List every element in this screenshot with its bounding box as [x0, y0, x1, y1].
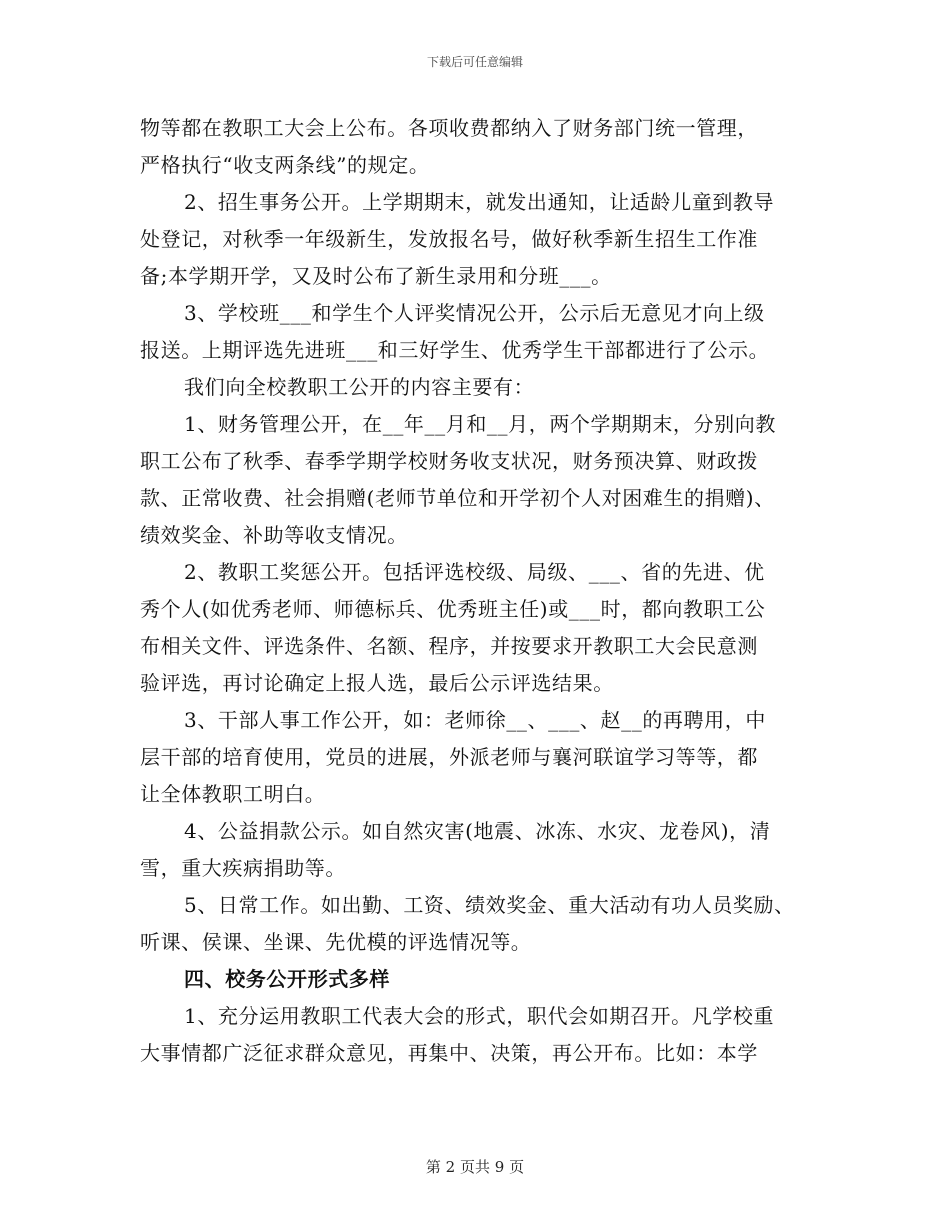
- text-line: 让全体教职工明白。: [140, 782, 326, 806]
- text-line: 2、教职工奖惩公开。包括评选校级、局级、___、省的先进、优: [184, 560, 765, 584]
- text-line: 雪，重大疾病捐助等。: [140, 856, 346, 880]
- text-line: 1、充分运用教职工代表大会的形式，职代会如期召开。凡学校重: [184, 1004, 775, 1028]
- document-body: [140, 110, 810, 1072]
- text-line: 报送。上期评选先进班___和三好学生、优秀学生干部都进行了公示。: [140, 338, 770, 362]
- page-header: 下载后可任意编辑: [426, 55, 523, 69]
- text-line: 绩效奖金、补助等收支情况。: [140, 523, 408, 547]
- text-line: 1、财务管理公开，在__年__月和__月，两个学期期末，分别向教: [184, 412, 776, 436]
- section-heading: 四、校务公开形式多样: [184, 967, 390, 991]
- text-line: 备;本学期开学，又及时公布了新生录用和分班___。: [140, 264, 612, 288]
- text-line: 3、干部人事工作公开，如：老师徐__、___、赵__的再聘用，中: [184, 708, 766, 732]
- text-line: 处登记，对秋季一年级新生，发放报名号，做好秋季新生招生工作准: [140, 227, 758, 251]
- text-line: 我们向全校教职工公开的内容主要有：: [184, 375, 535, 399]
- text-line: 职工公布了秋季、春季学期学校财务收支状况，财务预决算、财政拨: [140, 449, 758, 473]
- page-footer: 第 2 页共 9 页: [425, 1158, 525, 1176]
- text-line: 4、公益捐款公示。如自然灾害(地震、冰冻、水灾、龙卷风)，清: [184, 819, 771, 843]
- text-line: 大事情都广泛征求群众意见，再集中、决策，再公开布。比如：本学: [140, 1041, 758, 1065]
- text-line: 听课、侯课、坐课、先优模的评选情况等。: [140, 930, 532, 954]
- text-line: 5、日常工作。如出勤、工资、绩效奖金、重大活动有功人员奖励、: [184, 893, 795, 917]
- text-line: 款、正常收费、社会捐赠(老师节单位和开学初个人对困难生的捐赠)、: [140, 486, 775, 510]
- text-line: 布相关文件、评选条件、名额、程序，并按要求开教职工大会民意测: [140, 634, 758, 658]
- text-line: 层干部的培育使用，党员的进展，外派老师与襄河联谊学习等等，都: [140, 745, 758, 769]
- text-line: 物等都在教职工大会上公布。各项收费都纳入了财务部门统一管理，: [140, 116, 758, 140]
- text-line: 严格执行“收支两条线”的规定。: [140, 153, 430, 177]
- text-line: 验评选，再讨论确定上报人选，最后公示评选结果。: [140, 671, 614, 695]
- text-line: 3、学校班___和学生个人评奖情况公开，公示后无意见才向上级: [184, 301, 765, 325]
- text-line: 2、招生事务公开。上学期期末，就发出通知，让适龄儿童到教导: [184, 190, 775, 214]
- text-line: 秀个人(如优秀老师、师德标兵、优秀班主任)或___时，都向教职工公: [140, 597, 766, 621]
